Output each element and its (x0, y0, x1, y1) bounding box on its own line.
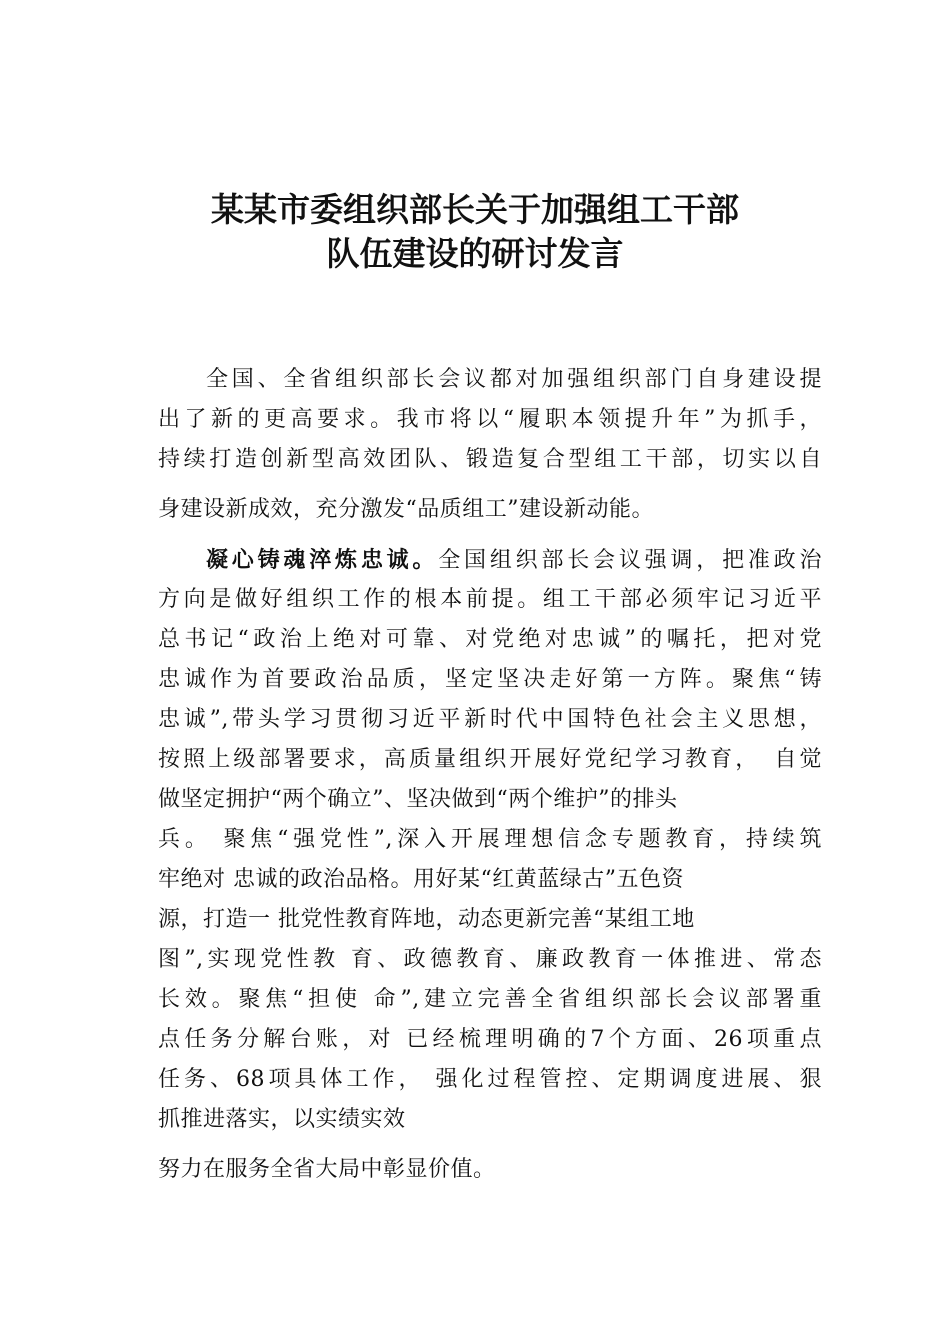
paragraph-1-line-1: 全国、全省组织部长会议都对加强组织部门自身建设提 (206, 367, 822, 392)
paragraph-3-line-1: 努力在服务全省大局中彰显价值。 (158, 1157, 496, 1182)
document-title (0, 188, 950, 276)
paragraph-2-line-14: 任务、68项具体工作， 强化过程管控、定期调度进展、狠 (158, 1067, 822, 1092)
paragraph-2-line-9: 牢绝对 忠诚的政治品格。用好某“红黄蓝绿古”五色资 (158, 867, 684, 892)
paragraph-2-line-2: 方向是做好组织工作的根本前提。组工干部必须牢记习近平 (158, 587, 822, 612)
title-line-2: 队伍建设的研讨发言 (326, 234, 624, 273)
paragraph-2-line-12: 长效。聚焦“担使 命”,建立完善全省组织部长会议部署重 (158, 987, 822, 1012)
paragraph-2-line-4: 忠诚作为首要政治品质，坚定坚决走好第一方阵。聚焦“铸 (158, 667, 822, 692)
document-body (158, 360, 822, 1190)
paragraph-2-line-3: 总书记“政治上绝对可靠、对党绝对忠诚”的嘱托，把对党 (158, 627, 822, 652)
title-line-1: 某某市委组织部长关于加强组工干部 (211, 190, 739, 229)
paragraph-gap (158, 530, 822, 540)
paragraph-2-line-15: 抓推进落实，以实绩实效 (158, 1107, 406, 1132)
paragraph-2-line-6: 按照上级部署要求，高质量组织开展好党纪学习教育， 自觉 (158, 747, 822, 772)
paragraph-2-first-rest: 全国组织部长会议强调，把准政治 (438, 548, 822, 573)
paragraph-2-line-11: 图”,实现党性教 育、政德教育、廉政教育一体推进、常态 (158, 947, 822, 972)
paragraph-2-line-1 (158, 540, 822, 580)
paragraph-2-line-8: 兵。 聚焦“强党性”,深入开展理想信念专题教育，持续筑 (158, 827, 822, 852)
paragraph-1-line-4: 身建设新成效，充分激发“品质组工”建设新动能。 (158, 497, 654, 522)
paragraph-gap (158, 1140, 822, 1150)
line-gap (158, 480, 822, 490)
paragraph-2-line-13: 点任务分解台账，对 已经梳理明确的7个方面、26项重点 (158, 1027, 822, 1052)
paragraph-1-line-2: 出了新的更高要求。我市将以“履职本领提升年”为抓手， (158, 407, 822, 432)
paragraph-1-line-3: 持续打造创新型高效团队、锻造复合型组工干部，切实以自 (158, 447, 822, 472)
paragraph-2-line-5: 忠诚”,带头学习贯彻习近平新时代中国特色社会主义思想， (158, 707, 822, 732)
paragraph-2-line-10: 源，打造一 批党性教育阵地，动态更新完善“某组工地 (158, 907, 695, 932)
paragraph-2-line-7: 做坚定拥护“两个确立”、坚决做到“两个维护”的排头 (158, 787, 678, 812)
paragraph-2-lead-heading: 凝心铸魂淬炼忠诚。 (206, 547, 439, 573)
